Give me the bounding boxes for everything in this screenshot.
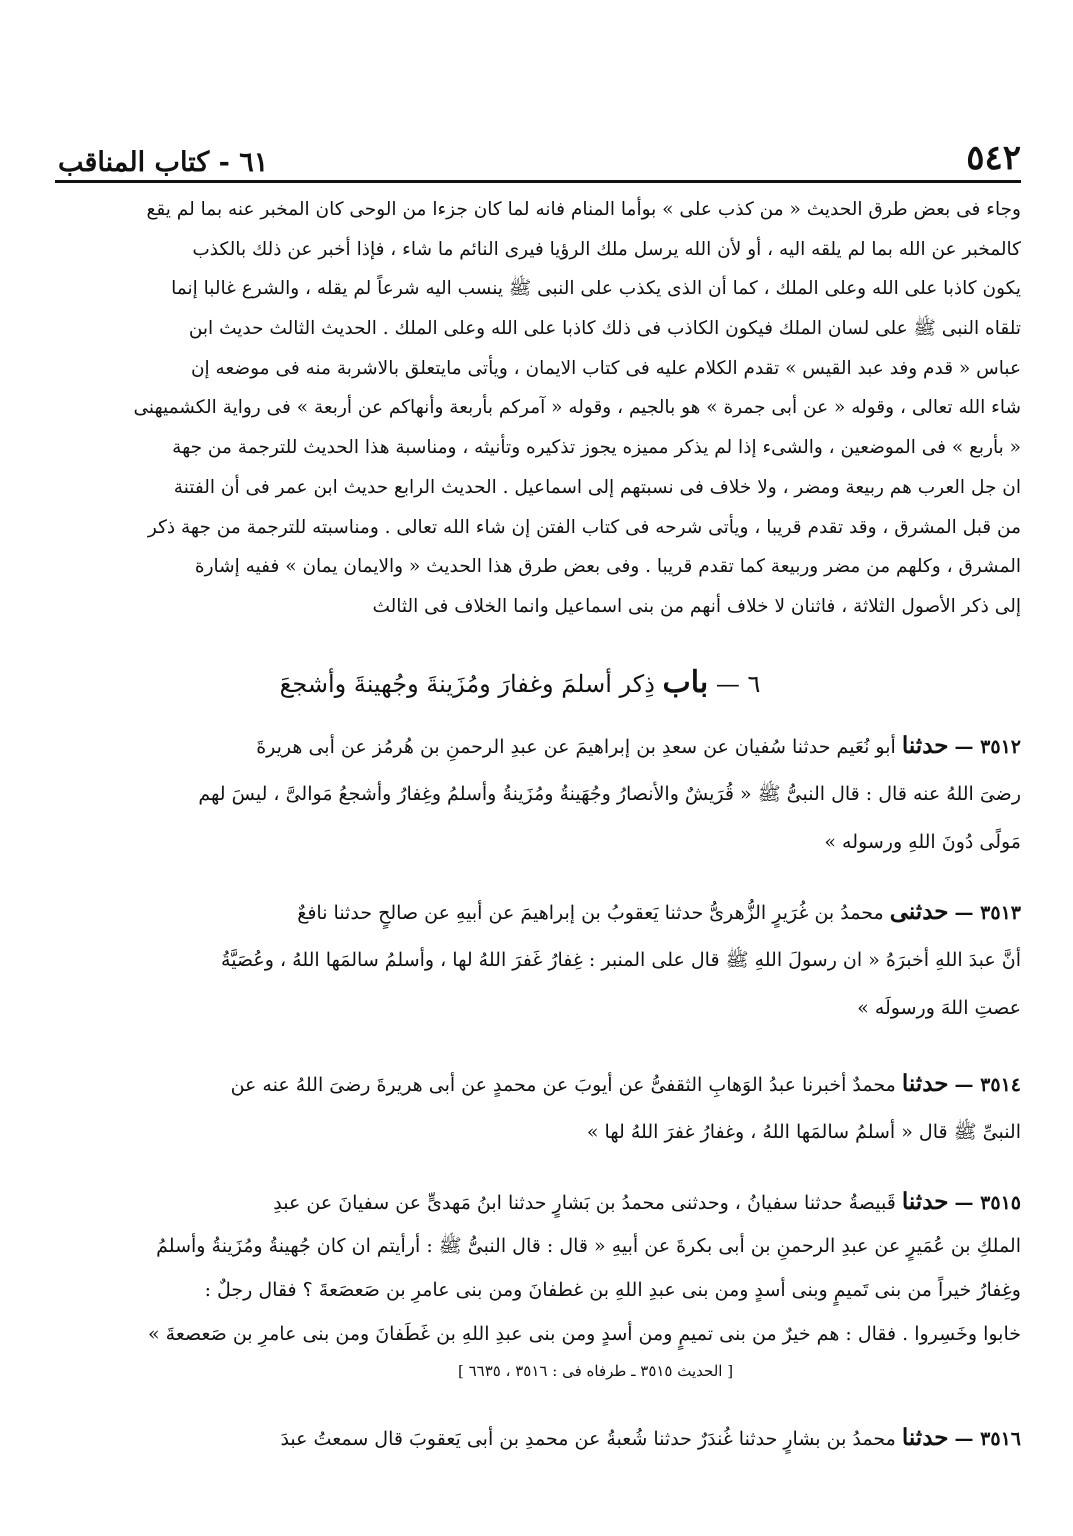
header-rule [55, 180, 1021, 183]
hadith-line: النبىِّ ﷺ قال « أسلمُ سالمَها اللهُ ، وغفارُ غفرَ اللهُ لها » [586, 1121, 1021, 1143]
commentary-line: إلى ذكر الأصول الثلاثة ، فاثنان لا خلاف أنهم من بنى اسماعيل وانما الخلاف فى الثالث [372, 595, 1021, 617]
hadith-text: محمدُ بن بشارٍ حدثنا غُندَرٌ حدثنا شُعبةُ عن محمدِ بن أبى يَعقوبَ قال سمعتُ عبدَ [280, 1428, 896, 1450]
hadith-text: أبو نُعَيم حدثنا سُفيان عن سعدِ بن إبراهيمَ عن عبدِ الرحمنِ بن هُرمُز عن أبى هريرةَ [256, 736, 896, 758]
cross-reference-note: [ الحديث ٣٥١٥ ـ طرفاه فى : ٣٥١٦ ، ٦٦٣٥ ] [458, 1362, 734, 1380]
hadith-line: رضىَ اللهُ عنه قال : قال النبىُّ ﷺ « قُرَيشٌ والأنصارُ وجُهَينةُ ومُزَينةُ وأسلمُ وغِفارُ وأشجعُ مَوالىَّ ، ليسَ لهم [198, 783, 1021, 805]
hadith-3515 [58, 1180, 1021, 1386]
hadith-3516 [58, 1414, 1021, 1462]
hadith-text: محمدٌ أخبرنا عبدُ الوَهابِ الثقفىُّ عن أيوبَ عن محمدٍ عن أبى هريرةَ رضىَ اللهُ عنه عن [230, 1074, 896, 1096]
hadith-number: ٣٥١٥ — [954, 1192, 1021, 1214]
hadith-line [58, 722, 1021, 770]
chapter-heading [240, 660, 800, 706]
hadith-line [58, 1060, 1021, 1108]
hadith-line [58, 1180, 1021, 1224]
haddathana-word: حدثنى [889, 898, 949, 925]
commentary-line: ان جل العرب هم ربيعة ومضر ، ولا خلاف فى نسبتهم إلى اسماعيل . الحديث الرابع حديث ابن عمر فى أن الفتنة [173, 476, 1021, 498]
hadith-line: وغِفارُ خيراً من بنى تَميمٍ وبنى أسدٍ ومن بنى عبدِ اللهِ بن غطفانَ ومن بنى عامرِ بن صَعصَعةَ ؟ فقال رجلٌ : [204, 1279, 1021, 1301]
commentary-line: تلقاه النبى ﷺ على لسان الملك فيكون الكاذب فى ذلك كاذبا على الله وعلى الملك . الحديث الثالث حديث ابن [188, 318, 1021, 340]
hadith-number: ٣٥١٣ — [954, 902, 1021, 924]
hadith-text: قَبيصةُ حدثنا سفيانُ ، وحدثنى محمدُ بن بَشارٍ حدثنا ابنُ مَهدىٍّ عن سفيانَ عن عبدِ [273, 1192, 896, 1214]
hadith-line: مَولًى دُونَ اللهِ ورسوله » [824, 831, 1021, 853]
commentary-line: يكون كاذبا على الله وعلى الملك ، كما أن الذى يكذب على النبى ﷺ ينسب اليه شرعاً لم يقله ، والشرع غالبا إنما [171, 278, 1021, 300]
hadith-3514 [58, 1060, 1021, 1156]
hadith-line [58, 888, 1021, 936]
commentary-line: وجاء فى بعض طرق الحديث « من كذب على » بوأما المنام فانه لما كان جزءا من الوحى كان المخبر عنه بما لم يقع [146, 199, 1021, 220]
hadith-text: محمدُ بن غُرَيرٍ الزُّهرىُّ حدثنا يَعقوبُ بن إبراهيمَ عن أبيهِ عن صالحٍ حدثنا نافعٌ [297, 902, 884, 924]
commentary-line: « بأربع » فى الموضعين ، والشىء إذا لم يذكر مميزه يجوز تذكيره وتأنيثه ، ومناسبة هذا الحديث للترجمة من جهة [172, 437, 1021, 459]
hadith-3513 [58, 888, 1021, 1032]
haddathana-word: حدثنا [901, 732, 949, 759]
hadith-number: ٣٥١٦ — [954, 1428, 1021, 1450]
hadith-number: ٣٥١٤ — [954, 1074, 1021, 1096]
chapter-title: ٦١ - كتاب المناقب [58, 147, 269, 178]
haddathana-word: حدثنا [901, 1188, 949, 1215]
commentary-line: من قبل المشرق ، وقد تقدم قريبا ، ويأتى شرحه فى كتاب الفتن إن شاء الله تعالى . ومناسبته للترجمة من جهة ذكر [147, 516, 1021, 538]
hadith-line [58, 1414, 1021, 1462]
commentary-line: كالمخبر عن الله بما لم يلقه اليه ، أو لأن الله يرسل ملك الرؤيا فيرى النائم ما شاء ، فإذا أخبر عن ذلك بالكذب [192, 238, 1021, 260]
bab-number: ٦ — [715, 670, 761, 698]
haddathana-word: حدثنا [901, 1070, 949, 1097]
hadith-number: ٣٥١٢ — [954, 736, 1021, 758]
bab-title: ذِكر أسلمَ وغفارَ ومُزَينةَ وجُهينةَ وأشجعَ [279, 670, 655, 698]
bab-label: باب [662, 665, 709, 700]
haddathana-word: حدثنا [901, 1424, 949, 1451]
hadith-line: عصتِ اللهَ ورسولَه » [857, 997, 1021, 1019]
page-number: ٥٤٢ [966, 138, 1021, 178]
hadith-line: خابوا وخَسِروا . فقال : هم خيرٌ من بنى تميمٍ ومن أسدٍ ومن بنى عبدِ اللهِ بن غَطَفانَ ومن بنى عامرِ بن صَعصعةَ » [148, 1323, 1021, 1345]
hadith-3512 [58, 722, 1021, 866]
page-header [58, 126, 1021, 178]
commentary-line: عباس « قدم وفد عبد القيس » تقدم الكلام عليه فى كتاب الايمان ، ويأتى مايتعلق بالاشربة منه فى موضعه إن [190, 357, 1021, 379]
commentary-line: شاء الله تعالى ، وقوله « عن أبى جمرة » هو بالجيم ، وقوله « آمركم بأربعة وأنهاكم عن أربعة » فى رواية الكشميهنى [133, 397, 1021, 419]
commentary-line: المشرق ، وكلهم من مضر وربيعة كما تقدم قريبا . وفى بعض طرق هذا الحديث « والايمان يمان » ففيه إشارة [194, 556, 1021, 578]
commentary-block [58, 190, 1021, 627]
hadith-line: الملكِ بن عُمَيرٍ عن عبدِ الرحمنِ بن أبى بكرةَ عن أبيهِ « قال : قال النبىُّ ﷺ : أرأيتم ان كان جُهينةُ ومُزَينةُ وأسلمُ [156, 1235, 1021, 1257]
hadith-line: أنَّ عبدَ اللهِ أخبرَهُ « ان رسولَ اللهِ ﷺ قال على المنبر : غِفارُ غَفرَ اللهُ لها ، وأسلمُ سالمَها اللهُ ، وعُصَيَّةُ [221, 949, 1021, 971]
